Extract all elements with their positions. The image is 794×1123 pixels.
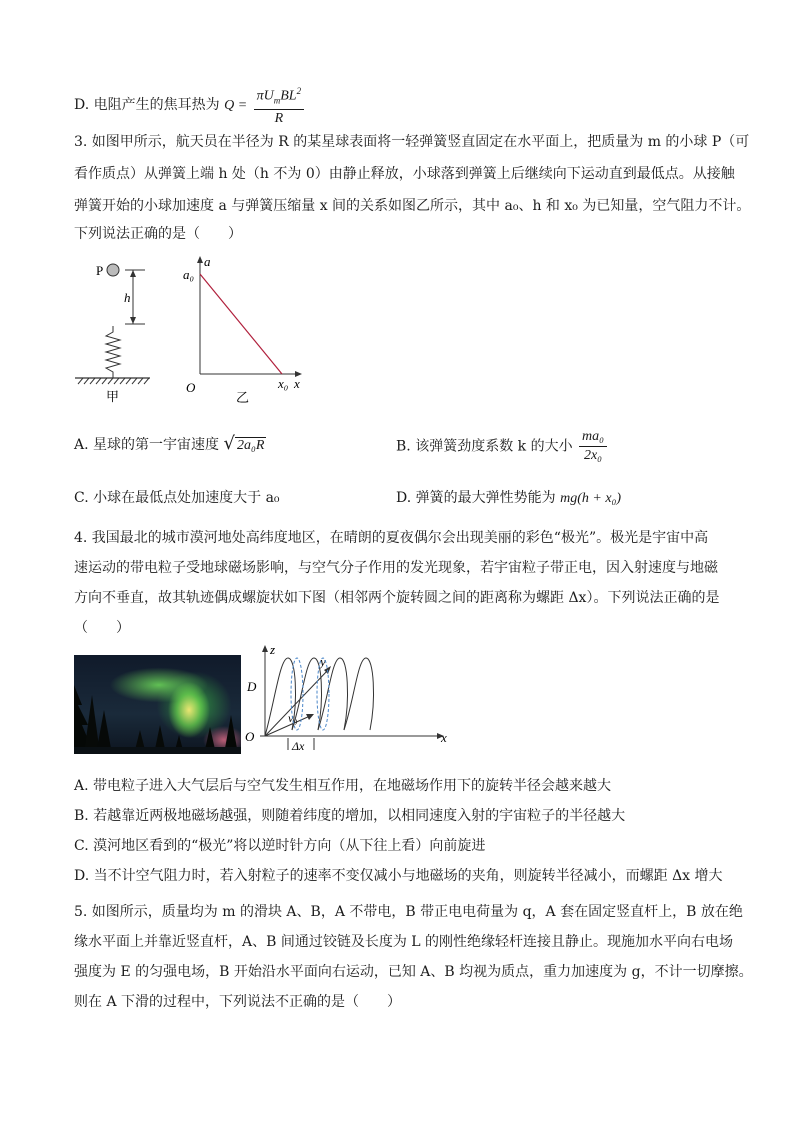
q3-option-c: C. 小球在最低点处加速度大于 a₀ <box>74 490 280 506</box>
q4-line4: （ ） <box>74 620 130 636</box>
q4-option-c: C. 漠河地区看到的“极光”将以逆时针方向（从下往上看）向前旋进 <box>74 838 486 854</box>
v0-label: v₀ <box>288 711 298 725</box>
num-sup: 2 <box>296 86 302 96</box>
q4-line2: 速运动的带电粒子受地球磁场影响，与空气分子作用的发光现象，若宇宙粒子带正电，因入射速度与地磁 <box>74 560 718 576</box>
pitch-label: Δx <box>292 739 305 753</box>
origin-label: O <box>245 729 255 744</box>
option-b-text: B. 该弹簧劲度系数 k 的大小 <box>396 438 573 455</box>
option-text: D. 电阻产生的焦耳热为 <box>74 97 220 114</box>
figure-yi <box>180 252 310 408</box>
z-axis-label: z <box>270 642 276 657</box>
frac-num: ma₀ <box>579 428 607 447</box>
frac-den: 2x₀ <box>583 448 603 463</box>
prev-option-d <box>74 82 306 128</box>
x-tick-x0: x₀ <box>278 376 289 391</box>
formula-lhs: Q = <box>224 98 248 114</box>
den-part: R <box>274 111 284 127</box>
x-axis-label: x <box>441 730 447 745</box>
y-tick-a0: a₀ <box>183 267 195 282</box>
q4-option-a: A. 带电粒子进入大气层后与空气发生相互作用，在地磁场作用下的旋转半径会越来越大 <box>74 778 612 794</box>
caption-jia: 甲 <box>106 390 120 405</box>
y-axis-label: a <box>204 254 211 269</box>
q4-option-d: D. 当不计空气阻力时，若入射粒子的速率不变仅减小与地磁场的夹角，则旋转半径减小，而螺距 Δx 增大 <box>74 868 723 884</box>
option-d-math: mg(h + x₀) <box>560 491 622 506</box>
q4-line3: 方向不垂直，故其轨迹偶成螺旋状如下图（相邻两个旋转圆之间的距离称为螺距 Δx）。下列说法正确的是 <box>74 590 720 606</box>
height-label: h <box>124 290 131 305</box>
tree-silhouettes <box>74 655 241 754</box>
x-axis-label: x <box>294 376 300 391</box>
d-label: D <box>247 679 257 694</box>
q3-line4: 下列说法正确的是（ ） <box>74 226 242 242</box>
q5-line2: 缘水平面上并靠近竖直杆，A、B 间通过铰链及长度为 L 的刚性绝缘轻杆连接且静止。现施加水平向右电场 <box>74 934 734 950</box>
origin-label: O <box>186 380 196 395</box>
num-sub: m <box>273 95 281 106</box>
num-part: πU <box>256 88 274 104</box>
q5-line4: 则在 A 下滑的过程中，下列说法不正确的是（ ） <box>74 994 402 1010</box>
option-a-text: A. 星球的第一宇宙速度 <box>74 437 220 453</box>
num-rest: BL <box>280 88 297 104</box>
q3-option-a <box>74 434 266 456</box>
aurora-photo <box>74 655 241 754</box>
option-d-text: D. 弹簧的最大弹性势能为 <box>396 490 556 506</box>
sqrt-sign: √ <box>223 433 235 454</box>
q5-line1: 5. 如图所示，质量均为 m 的滑块 A、B，A 不带电，B 带正电电荷量为 q，A 套在固定竖直杆上，B 放在绝 <box>74 904 743 920</box>
joule-heat-fraction <box>254 82 304 128</box>
helix-figure <box>240 640 460 762</box>
q4-line1: 4. 我国最北的城市漠河地处高纬度地区，在晴朗的夏夜偶尔会出现美丽的彩色“极光”。极光是宇宙中高 <box>74 530 709 546</box>
spring-constant-fraction <box>579 428 607 465</box>
figure-jia <box>70 256 165 406</box>
q3-line1: 3. 如图甲所示，航天员在半径为 R 的某星球表面将一轻弹簧竖直固定在水平面上，把质量为 m 的小球 P（可 <box>74 134 750 150</box>
q3-option-b <box>396 428 609 465</box>
y-axis-label: y <box>320 654 326 669</box>
caption-yi: 乙 <box>236 391 250 406</box>
ball-label: P <box>96 263 104 278</box>
q3-line2: 看作质点）从弹簧上端 h 处（h 不为 0）由静止释放，小球落到弹簧上后继续向下运动直到最低点。从接触 <box>74 166 735 182</box>
q4-option-b: B. 若越靠近两极地磁场越强，则随着纬度的增加，以相同速度入射的宇宙粒子的半径越大 <box>74 808 626 824</box>
q3-line3: 弹簧开始的小球加速度 a 与弹簧压缩量 x 间的关系如图乙所示，其中 a₀、h 和 x₀ 为已知量，空气阻力不计。 <box>74 198 751 214</box>
option-a-math: 2a₀R <box>236 438 265 453</box>
q5-line3: 强度为 E 的匀强电场，B 开始沿水平面向右运动，已知 A、B 均视为质点，重力加速度为 g，不计一切摩擦。 <box>74 964 753 980</box>
q3-option-d <box>396 488 621 509</box>
